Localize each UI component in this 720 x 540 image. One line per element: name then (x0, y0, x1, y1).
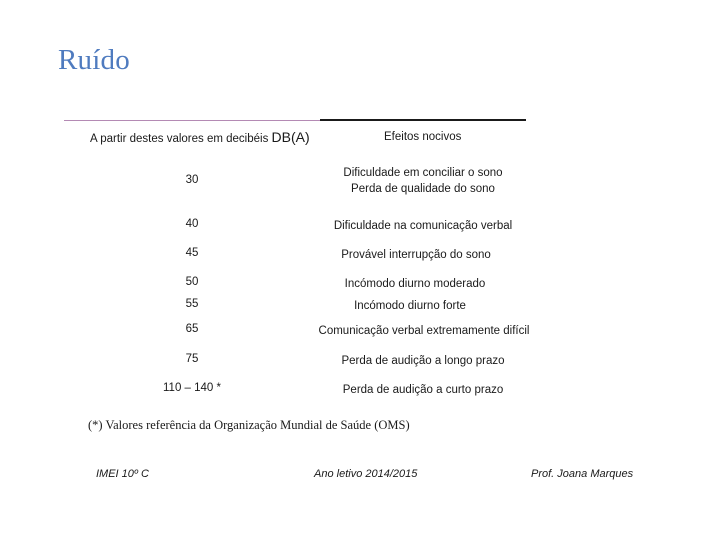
table-cell-decibel-value: 75 (185, 353, 199, 365)
table-cell-decibel-value: 50 (185, 276, 199, 288)
table-cell-decibel-value: 65 (185, 323, 199, 335)
footnote: (*) Valores referência da Organização Mundial de Saúde (OMS) (88, 418, 410, 432)
column-header-effects: Efeitos nocivos (384, 131, 462, 143)
table-cell-decibel-value: 110 – 140 * (163, 382, 221, 394)
table-top-rule-left (64, 120, 320, 121)
table-cell-effect: Incómodo diurno forte (354, 300, 466, 312)
table-cell-decibel-value: 40 (185, 218, 199, 230)
table-cell-effect: Incómodo diurno moderado (344, 278, 486, 290)
table-cell-decibel-value: 55 (185, 298, 199, 310)
effect-line: Dificuldade em conciliar o sono (343, 167, 503, 179)
table-cell-effect: Perda de audição a curto prazo (342, 384, 504, 396)
table-cell-effect (343, 165, 502, 197)
table-cell-effect: Comunicação verbal extremamente difícil (318, 325, 530, 337)
column-header-decibels-label: A partir destes valores em decibéis (90, 133, 269, 145)
footer-class: IMEI 10º C (96, 468, 149, 480)
column-header-decibels (90, 129, 310, 145)
table-cell-decibel-value: 30 (185, 174, 199, 186)
table-top-rule-right (320, 119, 526, 121)
footer-teacher: Prof. Joana Marques (531, 468, 634, 480)
table-cell-effect: Dificuldade na comunicação verbal (333, 220, 513, 232)
table-cell-effect: Perda de audição a longo prazo (341, 355, 505, 367)
table-cell-decibel-value: 45 (185, 247, 199, 259)
table-cell-effect: Provável interrupção do sono (341, 249, 491, 261)
page-title: Ruído (58, 44, 130, 76)
effect-line: Perda de qualidade do sono (351, 183, 495, 195)
column-header-decibels-unit: DB(A) (271, 129, 310, 145)
footer-school-year: Ano letivo 2014/2015 (314, 468, 418, 480)
